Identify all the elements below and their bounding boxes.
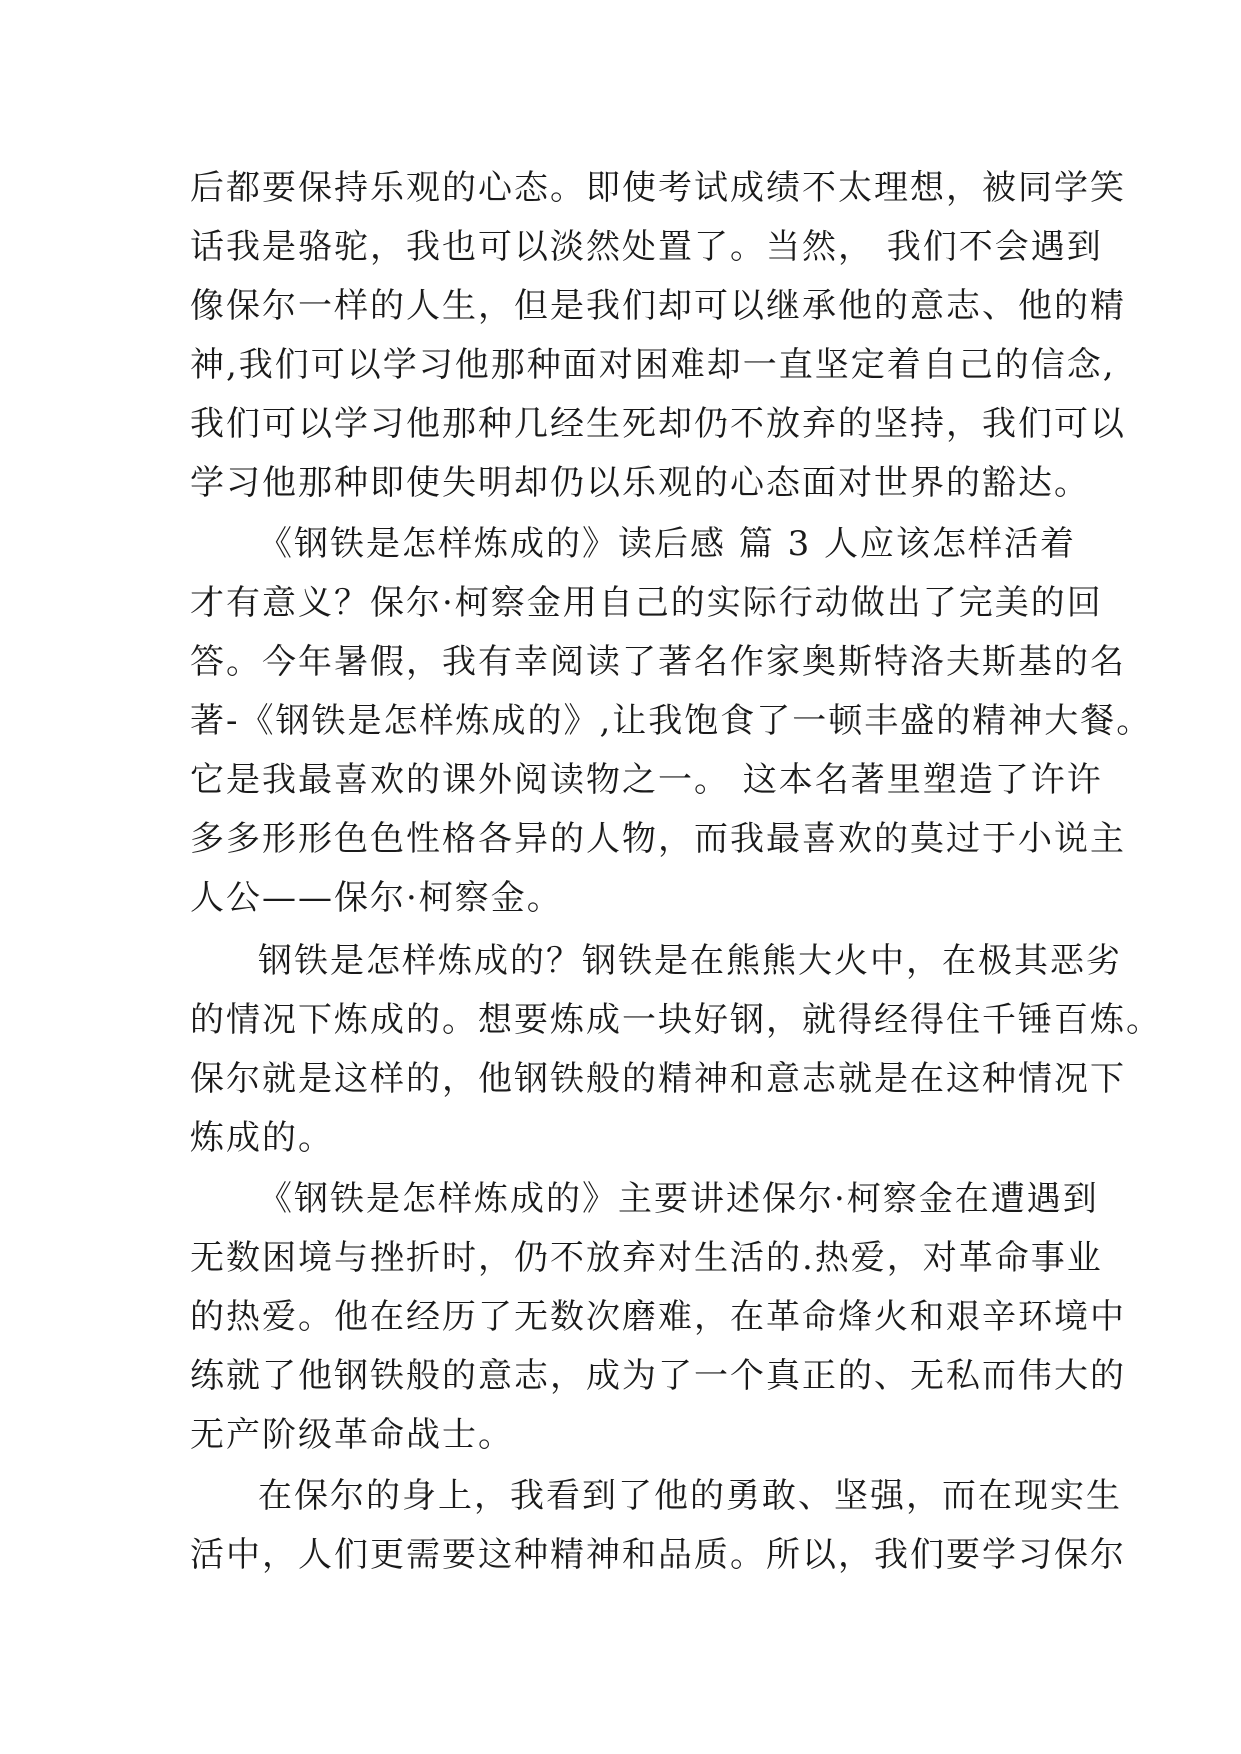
text-line: 后都要保持乐观的心态。即使考试成绩不太理想，被同学笑 [190, 168, 1126, 208]
section-heading-line: 《钢铁是怎样炼成的》读后感 篇 3 人应该怎样活着 [258, 524, 1077, 564]
text-line: 答。今年暑假，我有幸阅读了著名作家奥斯特洛夫斯基的名 [190, 642, 1126, 682]
text-line: 著-《钢铁是怎样炼成的》,让我饱食了一顿丰盛的精神大餐。 [190, 701, 1153, 741]
paragraph-first-line: 在保尔的身上，我看到了他的勇敢、坚强，而在现实生 [258, 1476, 1122, 1516]
text-line: 我们可以学习他那种几经生死却仍不放弃的坚持，我们可以 [190, 404, 1126, 444]
text-line: 人公——保尔·柯察金。 [190, 878, 563, 918]
paragraph-first-line: 钢铁是怎样炼成的？钢铁是在熊熊大火中，在极其恶劣 [258, 941, 1122, 981]
text-line: 无数困境与挫折时，仍不放弃对生活的.热爱，对革命事业 [190, 1238, 1103, 1278]
text-line: 像保尔一样的人生，但是我们却可以继承他的意志、他的精 [190, 286, 1126, 326]
text-line: 保尔就是这样的，他钢铁般的精神和意志就是在这种情况下 [190, 1059, 1126, 1099]
text-line: 才有意义？保尔·柯察金用自己的实际行动做出了完美的回 [190, 583, 1103, 623]
text-line: 的情况下炼成的。想要炼成一块好钢，就得经得住千锤百炼。 [190, 1000, 1162, 1040]
text-line: 的热爱。他在经历了无数次磨难，在革命烽火和艰辛环境中 [190, 1297, 1126, 1337]
text-line: 学习他那种即使失明却仍以乐观的心态面对世界的豁达。 [190, 463, 1090, 503]
text-line: 多多形形色色性格各异的人物，而我最喜欢的莫过于小说主 [190, 819, 1126, 859]
text-line: 话我是骆驼，我也可以淡然处置了。当然， 我们不会遇到 [190, 227, 1103, 267]
paragraph-first-line: 《钢铁是怎样炼成的》主要讲述保尔·柯察金在遭遇到 [258, 1179, 1099, 1219]
text-line: 炼成的。 [190, 1118, 334, 1158]
text-line: 神,我们可以学习他那种面对困难却一直坚定着自己的信念, [190, 345, 1116, 385]
text-line: 练就了他钢铁般的意志，成为了一个真正的、无私而伟大的 [190, 1356, 1126, 1396]
text-line: 无产阶级革命战士。 [190, 1415, 514, 1455]
text-line: 它是我最喜欢的课外阅读物之一。 这本名著里塑造了许许 [190, 760, 1103, 800]
text-line: 活中，人们更需要这种精神和品质。所以，我们要学习保尔 [190, 1535, 1126, 1575]
